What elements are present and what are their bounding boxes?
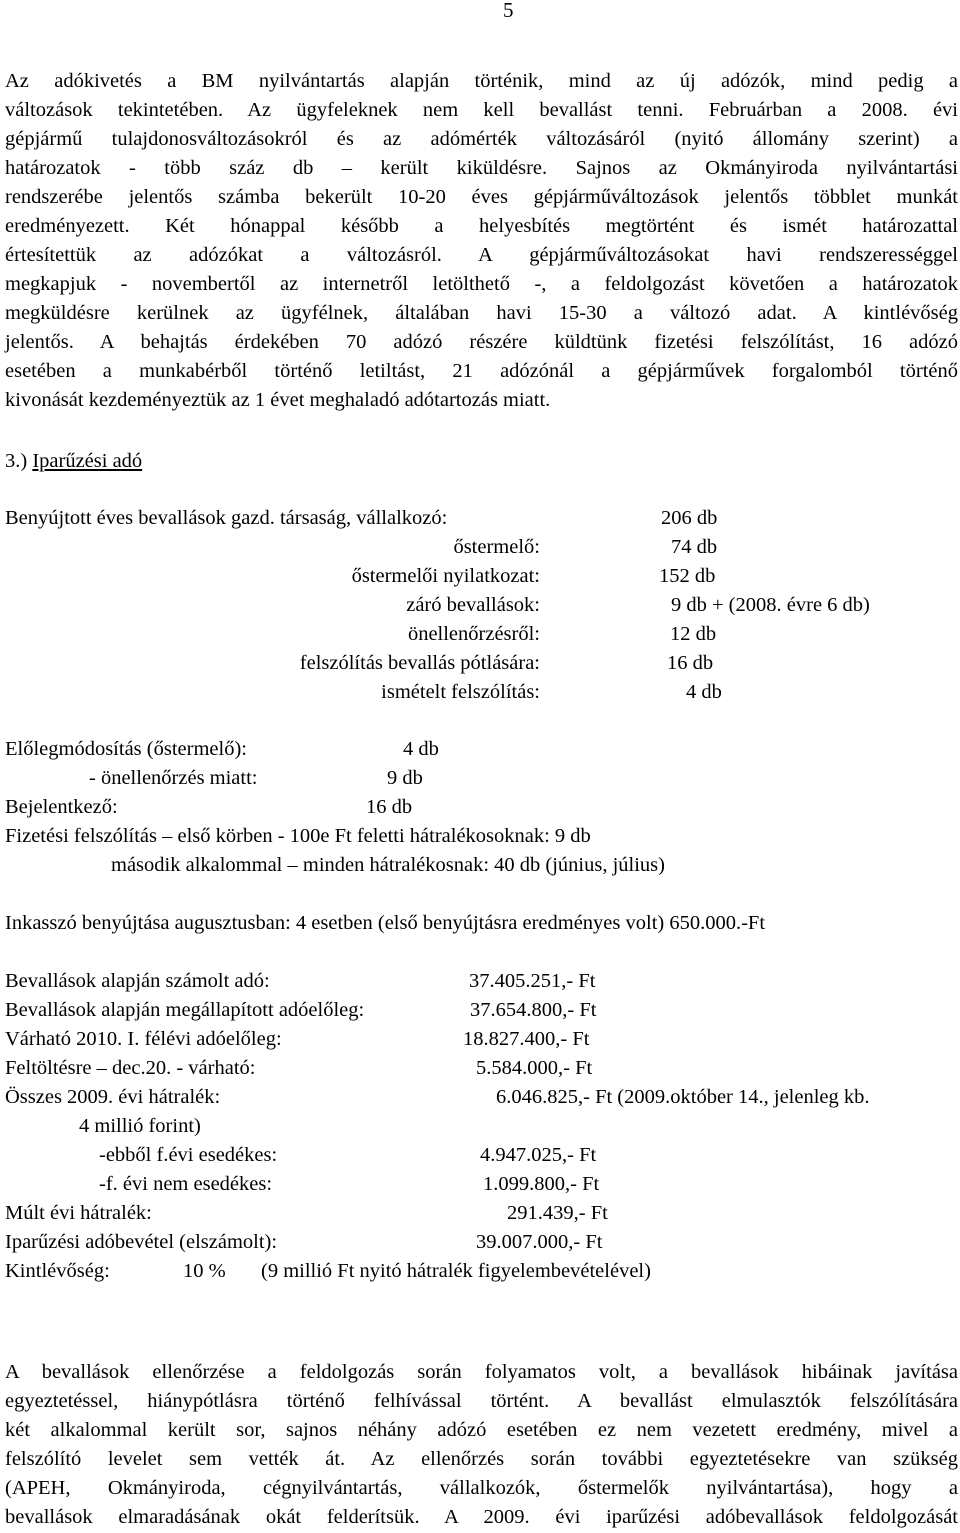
paragraph-line: felszólító levelet sem vették át. Az ellenőrzés során további egyeztetésekre van szükség xyxy=(5,1448,958,1470)
returns-label: felszólítás bevallás pótlására: xyxy=(299,652,540,674)
paragraph-line: határozatok - több száz db – került kiküldésre. Sajnos az Okmányiroda nyilvántartási xyxy=(5,157,958,179)
paragraph-line: gépjármű tulajdonosváltozásokról és az adómérték változásáról (nyitó állomány szerint) a xyxy=(5,128,958,150)
section-title: Iparűzési adó xyxy=(32,450,143,472)
returns-value: 152 db xyxy=(659,565,716,587)
finance-value: 4.947.025,- Ft xyxy=(480,1144,597,1166)
advance-value: 9 db xyxy=(387,767,423,789)
finance-label: Feltöltésre – dec.20. - várható: xyxy=(5,1057,256,1079)
paragraph-line: (APEH, Okmányiroda, cégnyilvántartás, vállalkozók, őstermelők nyilvántartása), hogy a xyxy=(5,1477,958,1499)
finance-value: 39.007.000,- Ft xyxy=(476,1231,603,1253)
advance-label: Bejelentkező: xyxy=(5,796,118,818)
finance-label: Bevallások alapján megállapított adóelőleg: xyxy=(5,999,365,1021)
finance-label: 4 millió forint) xyxy=(79,1115,201,1137)
finance-value: 291.439,- Ft xyxy=(507,1202,608,1224)
returns-heading-value: 206 db xyxy=(661,507,718,529)
paragraph-line: két alkalommal került sor, sajnos néhány adózó esetében ez nem vezetett eredmény, mivel a xyxy=(5,1419,958,1441)
advance-value: 4 db xyxy=(403,738,439,760)
paragraph-line: egyeztetéssel, hiánypótlásra történő felhívással történt. A bevallást elmulasztók felszólítására xyxy=(5,1390,958,1412)
returns-label: záró bevallások: xyxy=(406,594,540,616)
finance-value: 37.405.251,- Ft xyxy=(469,970,596,992)
paragraph-line: változások tekintetében. Az ügyfeleknek nem kell bevallást tenni. Februárban a 2008. évi xyxy=(5,99,958,121)
collection-line: Inkasszó benyújtása augusztusban: 4 esetben (első benyújtásra eredményes volt) 650.000.-Ft xyxy=(5,912,766,934)
paragraph-line: esetében a munkabérből történő letiltást, 21 adózónál a gépjárművek forgalomból történő xyxy=(5,360,958,382)
paragraph-line: bevallások elmaradásának okát felderítsük. A 2009. évi iparűzési adóbevallások feldolgozását xyxy=(5,1506,958,1528)
intro-paragraph xyxy=(5,67,958,415)
returns-value: 9 db + (2008. évre 6 db) xyxy=(671,594,870,616)
paragraph-line: jelentős. A behajtás érdekében 70 adózó részére küldtünk fizetési felszólítást, 16 adózó xyxy=(5,331,958,353)
reminder-second-round: második alkalommal – minden hátralékosnak: 40 db (június, július) xyxy=(111,854,665,876)
paragraph-line: rendszerébe jelentős számba bekerült 10-20 éves gépjárműváltozások jelentős többlet munkát xyxy=(5,186,958,208)
paragraph-line: eredményezett. Két hónappal később a helyesbítés megtörtént és ismét határozattal xyxy=(5,215,958,237)
reminder-first-round: Fizetési felszólítás – első körben - 100e Ft feletti hátralékosoknak: 9 db xyxy=(5,825,591,847)
outstanding-percent: 10 % xyxy=(183,1260,226,1282)
returns-value: 4 db xyxy=(686,681,722,703)
finance-label: Iparűzési adóbevétel (elszámolt): xyxy=(5,1231,278,1253)
returns-heading: Benyújtott éves bevallások gazd. társaság, vállalkozó: xyxy=(5,507,448,529)
advance-label: - önellenőrzés miatt: xyxy=(89,767,258,789)
returns-value: 74 db xyxy=(671,536,718,558)
paragraph-line: A bevallások ellenőrzése a feldolgozás során folyamatos volt, a bevallások hibáinak javítása xyxy=(5,1361,958,1383)
finance-label: Múlt évi hátralék: xyxy=(5,1202,152,1224)
paragraph-line: megküldésre kerülnek az ügyfélnek, általában havi 15-30 a változó adat. A kintlévőség xyxy=(5,302,958,324)
returns-value: 16 db xyxy=(667,652,714,674)
finance-value: 37.654.800,- Ft xyxy=(470,999,597,1021)
finance-value: 5.584.000,- Ft xyxy=(476,1057,593,1079)
returns-label: őstermelői nyilatkozat: xyxy=(351,565,540,587)
returns-label: önellenőrzésről: xyxy=(407,623,540,645)
closing-paragraph xyxy=(5,1358,958,1532)
finance-value: 18.827.400,- Ft xyxy=(463,1028,590,1050)
finance-label: -ebből f.évi esedékes: xyxy=(99,1144,278,1166)
returns-label: ismételt felszólítás: xyxy=(381,681,540,703)
finance-value: 6.046.825,- Ft (2009.október 14., jelenleg kb. xyxy=(496,1086,870,1108)
section-heading xyxy=(5,447,142,476)
paragraph-line: értesítettük az adózókat a változásról. A gépjárműváltozásokat havi rendszerességgel xyxy=(5,244,958,266)
finance-label: Bevallások alapján számolt adó: xyxy=(5,970,270,992)
paragraph-line: Az adókivetés a BM nyilvántartás alapján történik, mind az új adózók, mind pedig a xyxy=(5,70,958,92)
paragraph-line: kivonását kezdeményeztük az 1 évet meghaladó adótartozás miatt. xyxy=(5,389,551,411)
outstanding-note: (9 millió Ft nyitó hátralék figyelembevételével) xyxy=(261,1260,651,1282)
section-number: 3.) xyxy=(5,450,28,472)
finance-value: 1.099.800,- Ft xyxy=(483,1173,600,1195)
returns-value: 12 db xyxy=(670,623,717,645)
returns-label: őstermelő: xyxy=(453,536,540,558)
advance-value: 16 db xyxy=(366,796,413,818)
outstanding-label: Kintlévőség: xyxy=(5,1260,110,1282)
page-number: 5 xyxy=(503,0,514,22)
finance-label: Összes 2009. évi hátralék: xyxy=(5,1086,221,1108)
advance-label: Előlegmódosítás (őstermelő): xyxy=(5,738,247,760)
paragraph-line: megkapjuk - novembertől az internetről letölthető -, a feldolgozást követően a határozatok xyxy=(5,273,958,295)
finance-label: -f. évi nem esedékes: xyxy=(99,1173,273,1195)
finance-label: Várható 2010. I. félévi adóelőleg: xyxy=(5,1028,282,1050)
